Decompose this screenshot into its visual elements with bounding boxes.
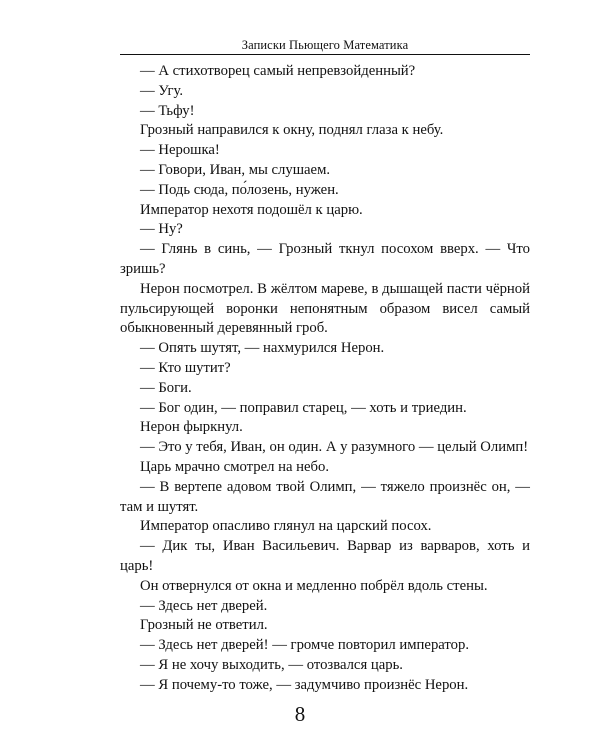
paragraph: — В вертепе адовом твой Олимп, — тяжело произнёс он, — там и шутят. (120, 478, 530, 515)
paragraph: — Говори, Иван, мы слушаем. (140, 161, 331, 178)
page-number: 8 (294, 702, 306, 726)
paragraph: — Глянь в синь, — Грозный ткнул посохом вверх. — Что зришь? (120, 241, 530, 277)
paragraph: Нерон посмотрел. В жёлтом мареве, в дышащей пасти чёрной пульсирующей воронки непонятным образом висел самый обыкновенный деревянный гроб. (120, 280, 530, 337)
running-header: Записки Пьющего Математика (241, 38, 409, 52)
paragraph: — Подь сюда, по́лозень, нужен. (140, 181, 339, 198)
paragraph: — Тьфу! (140, 102, 195, 119)
paragraph: — Здесь нет дверей! — громче повторил император. (140, 637, 470, 654)
paragraph: — Угу. (140, 82, 184, 99)
paragraph: — Это у тебя, Иван, он один. А у разумного — целый Олимп! (140, 439, 529, 456)
paragraph: — Бог один, — поправил старец, — хоть и триедин. (140, 399, 467, 416)
paragraph: Император нехотя подошёл к царю. (140, 201, 363, 218)
header-rule (120, 54, 530, 55)
body-text (120, 62, 530, 696)
paragraph: — Ну? (140, 221, 183, 238)
paragraph: — Дик ты, Иван Васильевич. Варвар из варваров, хоть и царь! (120, 538, 530, 574)
paragraph: Нерон фыркнул. (140, 419, 243, 436)
paragraph: Он отвернулся от окна и медленно побрёл вдоль стены. (140, 577, 488, 594)
paragraph: — Нерошка! (140, 142, 220, 159)
paragraph: — Здесь нет дверей. (140, 597, 268, 614)
paragraph: — Я не хочу выходить, — отозвался царь. (140, 656, 403, 673)
paragraph: Грозный направился к окну, поднял глаза к небу. (140, 122, 444, 139)
paragraph: — Опять шутят, — нахмурился Нерон. (140, 340, 385, 357)
paragraph: — А стихотворец самый непревзойденный? (140, 63, 416, 79)
paragraph: Царь мрачно смотрел на небо. (140, 458, 330, 475)
paragraph: — Боги. (140, 379, 192, 396)
paragraph: Император опасливо глянул на царский посох. (140, 518, 432, 535)
paragraph: — Кто шутит? (140, 359, 231, 376)
paragraph: — Я почему-то тоже, — задумчиво произнёс Нерон. (140, 676, 469, 693)
paragraph: Грозный не ответил. (140, 617, 268, 634)
